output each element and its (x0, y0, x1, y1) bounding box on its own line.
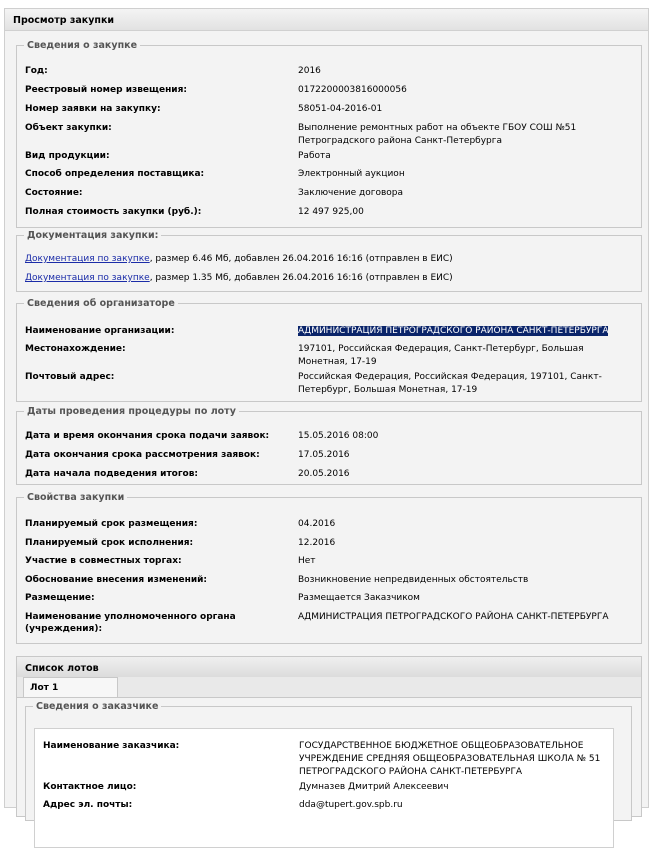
field-value: Работа (298, 151, 331, 161)
field-label: Почтовый адрес: (25, 372, 115, 382)
field-value: Выполнение ремонтных работ на объекте ГБОУ СОШ №51 Петроградского района Санкт-Петербурга (298, 123, 577, 146)
customer-legend: Сведения о заказчике (36, 701, 159, 712)
organizer-legend: Сведения об организаторе (27, 298, 175, 309)
field-label: Вид продукции: (25, 151, 110, 161)
field-label: Номер заявки на закупку: (25, 104, 161, 114)
field-value: 0172200003816000056 (298, 85, 407, 95)
field-label: Наименование заказчика: (43, 741, 180, 751)
field-label: Адрес эл. почты: (43, 800, 133, 810)
field-value: Российская Федерация, Российская Федерация, 197101, Санкт-Петербург, Большая Монетная, 17-19 (298, 372, 602, 395)
field-label: Размещение: (25, 593, 95, 603)
field-value: 15.05.2016 08:00 (298, 431, 379, 441)
field-value: Думназев Дмитрий Алексеевич (299, 782, 449, 792)
field-value: 12 497 925,00 (298, 207, 364, 217)
field-value: Размещается Заказчиком (298, 593, 420, 603)
field-value: 2016 (298, 66, 321, 76)
field-label: Год: (25, 66, 48, 76)
document-item (25, 253, 453, 265)
document-info: , размер 6.46 Мб, добавлен 26.04.2016 16:16 (отправлен в ЕИС) (149, 254, 453, 264)
tab-lot-1[interactable]: Лот 1 (23, 677, 118, 697)
lots-list-header: Список лотов (16, 656, 642, 678)
lot-content (16, 697, 642, 817)
field-value: Электронный аукцион (298, 169, 405, 179)
selected-text: АДМИНИСТРАЦИЯ ПЕТРОГРАДСКОГО РАЙОНА САНКТ-ПЕТЕРБУРГА (298, 326, 609, 336)
properties-legend: Свойства закупки (27, 492, 125, 503)
field-label: Состояние: (25, 188, 83, 198)
field-value (298, 325, 628, 338)
field-value: Заключение договора (298, 188, 404, 198)
field-label: Планируемый срок исполнения: (25, 538, 194, 548)
field-label: Дата начала подведения итогов: (25, 469, 199, 479)
document-link[interactable]: Документация по закупке (25, 273, 150, 283)
field-label: Местонахождение: (25, 344, 126, 354)
customer-section (25, 701, 632, 821)
field-label: Планируемый срок размещения: (25, 519, 198, 529)
field-label: Объект закупки: (25, 123, 112, 133)
field-value: 04.2016 (298, 519, 336, 529)
field-value: 58051-04-2016-01 (298, 104, 383, 114)
purchase-info-legend: Сведения о закупке (27, 40, 138, 51)
field-label: Дата окончания срока рассмотрения заявок: (25, 450, 260, 460)
field-label: Способ определения поставщика: (25, 169, 205, 179)
documents-section (16, 230, 642, 292)
lots-tabbar (16, 677, 642, 698)
panel-title: Просмотр закупки (5, 9, 648, 31)
field-label: Полная стоимость закупки (руб.): (25, 207, 202, 217)
dates-section (16, 406, 642, 485)
field-value: Возникновение непредвиденных обстоятельств (298, 575, 529, 585)
organizer-section (16, 298, 642, 402)
field-label: Реестровый номер извещения: (25, 85, 187, 95)
field-value: Нет (298, 556, 316, 566)
field-label: Наименование организации: (25, 326, 175, 336)
properties-section (16, 492, 642, 644)
field-value: 20.05.2016 (298, 469, 350, 479)
document-link[interactable]: Документация по закупке (25, 254, 150, 264)
field-value: АДМИНИСТРАЦИЯ ПЕТРОГРАДСКОГО РАЙОНА САНКТ-ПЕТЕРБУРГА (298, 612, 609, 622)
purchase-view-panel (4, 8, 649, 808)
document-info: , размер 1.35 Мб, добавлен 26.04.2016 16:16 (отправлен в ЕИС) (149, 273, 453, 283)
dates-legend: Даты проведения процедуры по лоту (27, 406, 236, 417)
field-value: dda@tupert.gov.spb.ru (299, 800, 403, 810)
field-value: 197101, Российская Федерация, Санкт-Петербург, Большая Монетная, 17-19 (298, 344, 584, 367)
field-label: Наименование уполномоченного органа (учреждения): (25, 612, 236, 634)
customer-details-box (34, 728, 614, 848)
field-value: 17.05.2016 (298, 450, 350, 460)
document-item (25, 272, 453, 284)
field-label: Дата и время окончания срока подачи заявок: (25, 431, 270, 441)
field-value: 12.2016 (298, 538, 336, 548)
purchase-info-section (16, 40, 642, 228)
field-value: ГОСУДАРСТВЕННОЕ БЮДЖЕТНОЕ ОБЩЕОБРАЗОВАТЕЛЬНОЕ УЧРЕЖДЕНИЕ СРЕДНЯЯ ОБЩЕОБРАЗОВАТЕЛЬНАЯ ШКОЛА № 51 ПЕТРОГРАДСКОГО РАЙОНА САНКТ-ПЕТЕРБУРГА (299, 741, 601, 777)
field-label: Контактное лицо: (43, 782, 137, 792)
documents-legend: Документация закупки: (27, 230, 159, 241)
field-label: Обоснование внесения изменений: (25, 575, 208, 585)
field-label: Участие в совместных торгах: (25, 556, 182, 566)
